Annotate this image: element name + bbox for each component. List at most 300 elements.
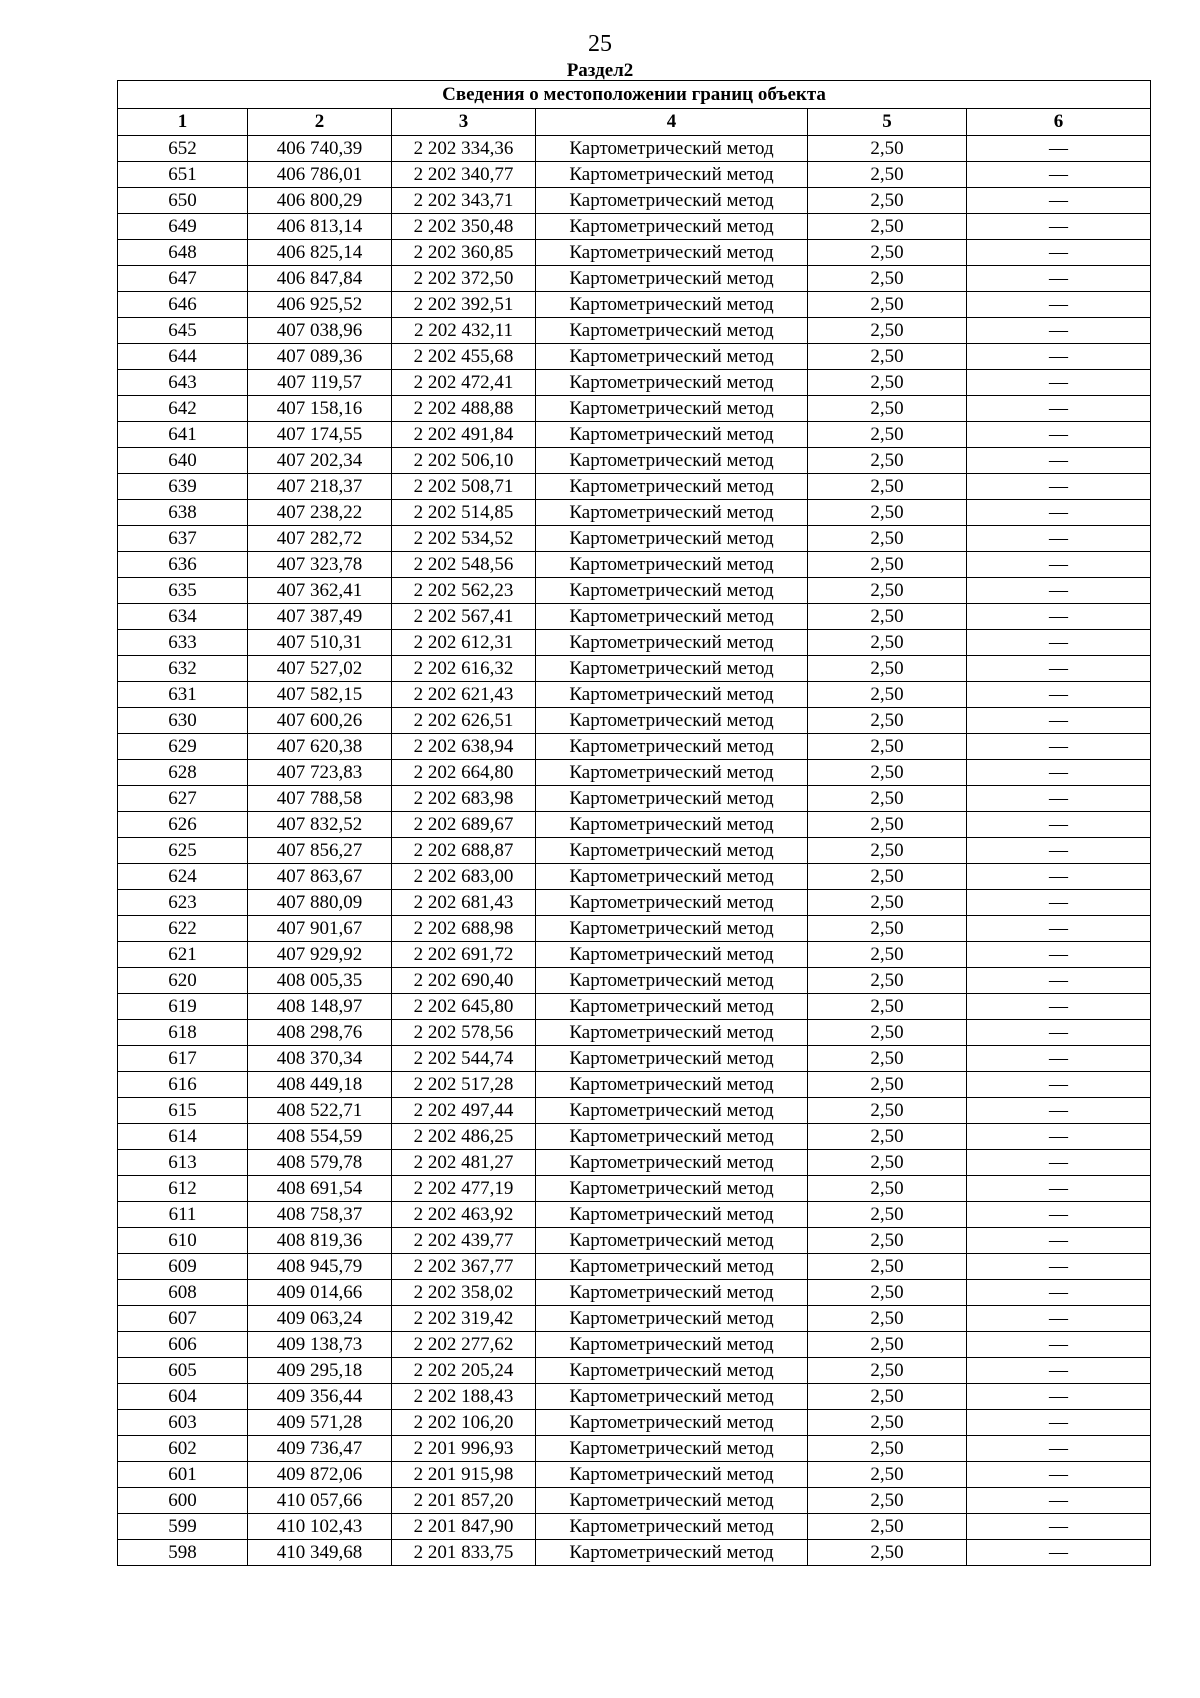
table-row [118,214,1151,240]
x-coordinate-cell: 406 825,14 [248,240,392,266]
method-cell: Картометрический метод [536,1410,808,1436]
table-row [118,240,1151,266]
table-row [118,1098,1151,1124]
y-coordinate-cell: 2 202 334,36 [392,136,536,162]
table-row [118,1410,1151,1436]
point-number-cell: 626 [118,812,248,838]
method-cell: Картометрический метод [536,1228,808,1254]
y-coordinate-cell: 2 202 106,20 [392,1410,536,1436]
note-cell: — [967,1228,1151,1254]
x-coordinate-cell: 407 856,27 [248,838,392,864]
x-coordinate-cell: 406 813,14 [248,214,392,240]
method-cell: Картометрический метод [536,1332,808,1358]
table-row [118,916,1151,942]
accuracy-cell: 2,50 [808,1384,967,1410]
table-row [118,1202,1151,1228]
y-coordinate-cell: 2 202 188,43 [392,1384,536,1410]
method-cell: Картометрический метод [536,188,808,214]
table-row [118,604,1151,630]
x-coordinate-cell: 408 148,97 [248,994,392,1020]
accuracy-cell: 2,50 [808,500,967,526]
x-coordinate-cell: 408 758,37 [248,1202,392,1228]
table-row [118,708,1151,734]
method-cell: Картометрический метод [536,214,808,240]
method-cell: Картометрический метод [536,500,808,526]
point-number-cell: 610 [118,1228,248,1254]
note-cell: — [967,474,1151,500]
accuracy-cell: 2,50 [808,1150,967,1176]
note-cell: — [967,1358,1151,1384]
y-coordinate-cell: 2 202 439,77 [392,1228,536,1254]
accuracy-cell: 2,50 [808,812,967,838]
point-number-cell: 605 [118,1358,248,1384]
accuracy-cell: 2,50 [808,162,967,188]
point-number-cell: 638 [118,500,248,526]
method-cell: Картометрический метод [536,1488,808,1514]
point-number-cell: 611 [118,1202,248,1228]
accuracy-cell: 2,50 [808,1124,967,1150]
note-cell: — [967,136,1151,162]
y-coordinate-cell: 2 202 486,25 [392,1124,536,1150]
x-coordinate-cell: 407 089,36 [248,344,392,370]
accuracy-cell: 2,50 [808,1202,967,1228]
note-cell: — [967,682,1151,708]
accuracy-cell: 2,50 [808,240,967,266]
y-coordinate-cell: 2 202 689,67 [392,812,536,838]
table-row [118,812,1151,838]
table-row [118,578,1151,604]
y-coordinate-cell: 2 202 358,02 [392,1280,536,1306]
method-cell: Картометрический метод [536,838,808,864]
method-cell: Картометрический метод [536,890,808,916]
x-coordinate-cell: 409 356,44 [248,1384,392,1410]
x-coordinate-cell: 407 929,92 [248,942,392,968]
note-cell: — [967,526,1151,552]
point-number-cell: 650 [118,188,248,214]
column-header: 4 [536,109,808,136]
note-cell: — [967,292,1151,318]
note-cell: — [967,422,1151,448]
method-cell: Картометрический метод [536,344,808,370]
table-body [118,136,1151,1566]
y-coordinate-cell: 2 202 472,41 [392,370,536,396]
table-row [118,526,1151,552]
y-coordinate-cell: 2 202 508,71 [392,474,536,500]
y-coordinate-cell: 2 202 578,56 [392,1020,536,1046]
note-cell: — [967,1020,1151,1046]
method-cell: Картометрический метод [536,162,808,188]
accuracy-cell: 2,50 [808,890,967,916]
table-row [118,422,1151,448]
point-number-cell: 615 [118,1098,248,1124]
accuracy-cell: 2,50 [808,1098,967,1124]
accuracy-cell: 2,50 [808,1254,967,1280]
note-cell: — [967,214,1151,240]
accuracy-cell: 2,50 [808,838,967,864]
column-header: 5 [808,109,967,136]
point-number-cell: 637 [118,526,248,552]
method-cell: Картометрический метод [536,1098,808,1124]
note-cell: — [967,188,1151,214]
accuracy-cell: 2,50 [808,682,967,708]
y-coordinate-cell: 2 202 688,87 [392,838,536,864]
point-number-cell: 602 [118,1436,248,1462]
point-number-cell: 641 [118,422,248,448]
x-coordinate-cell: 410 349,68 [248,1540,392,1566]
point-number-cell: 646 [118,292,248,318]
note-cell: — [967,344,1151,370]
y-coordinate-cell: 2 202 645,80 [392,994,536,1020]
x-coordinate-cell: 409 295,18 [248,1358,392,1384]
point-number-cell: 635 [118,578,248,604]
x-coordinate-cell: 408 370,34 [248,1046,392,1072]
method-cell: Картометрический метод [536,994,808,1020]
x-coordinate-cell: 407 038,96 [248,318,392,344]
point-number-cell: 631 [118,682,248,708]
table-row [118,864,1151,890]
note-cell: — [967,1540,1151,1566]
note-cell: — [967,1332,1151,1358]
column-header: 3 [392,109,536,136]
y-coordinate-cell: 2 202 491,84 [392,422,536,448]
note-cell: — [967,578,1151,604]
accuracy-cell: 2,50 [808,318,967,344]
note-cell: — [967,370,1151,396]
method-cell: Картометрический метод [536,942,808,968]
table-row [118,344,1151,370]
x-coordinate-cell: 407 158,16 [248,396,392,422]
note-cell: — [967,266,1151,292]
table-row [118,1150,1151,1176]
accuracy-cell: 2,50 [808,708,967,734]
point-number-cell: 634 [118,604,248,630]
note-cell: — [967,318,1151,344]
point-number-cell: 652 [118,136,248,162]
column-header: 6 [967,109,1151,136]
method-cell: Картометрический метод [536,396,808,422]
method-cell: Картометрический метод [536,1306,808,1332]
accuracy-cell: 2,50 [808,1358,967,1384]
accuracy-cell: 2,50 [808,1176,967,1202]
method-cell: Картометрический метод [536,1384,808,1410]
method-cell: Картометрический метод [536,630,808,656]
y-coordinate-cell: 2 202 360,85 [392,240,536,266]
table-row [118,1280,1151,1306]
method-cell: Картометрический метод [536,734,808,760]
accuracy-cell: 2,50 [808,1514,967,1540]
accuracy-cell: 2,50 [808,188,967,214]
x-coordinate-cell: 408 819,36 [248,1228,392,1254]
y-coordinate-cell: 2 202 497,44 [392,1098,536,1124]
method-cell: Картометрический метод [536,526,808,552]
method-cell: Картометрический метод [536,318,808,344]
method-cell: Картометрический метод [536,474,808,500]
method-cell: Картометрический метод [536,578,808,604]
accuracy-cell: 2,50 [808,1046,967,1072]
method-cell: Картометрический метод [536,812,808,838]
method-cell: Картометрический метод [536,1540,808,1566]
point-number-cell: 651 [118,162,248,188]
x-coordinate-cell: 407 387,49 [248,604,392,630]
method-cell: Картометрический метод [536,786,808,812]
note-cell: — [967,162,1151,188]
point-number-cell: 629 [118,734,248,760]
column-header: 2 [248,109,392,136]
table-row [118,1228,1151,1254]
method-cell: Картометрический метод [536,422,808,448]
x-coordinate-cell: 407 863,67 [248,864,392,890]
accuracy-cell: 2,50 [808,1332,967,1358]
table-row [118,1514,1151,1540]
table-row [118,396,1151,422]
x-coordinate-cell: 406 925,52 [248,292,392,318]
accuracy-cell: 2,50 [808,1072,967,1098]
point-number-cell: 630 [118,708,248,734]
x-coordinate-cell: 409 571,28 [248,1410,392,1436]
y-coordinate-cell: 2 202 621,43 [392,682,536,708]
table-row [118,1046,1151,1072]
point-number-cell: 624 [118,864,248,890]
table-row [118,162,1151,188]
x-coordinate-cell: 408 449,18 [248,1072,392,1098]
note-cell: — [967,1306,1151,1332]
y-coordinate-cell: 2 202 205,24 [392,1358,536,1384]
method-cell: Картометрический метод [536,370,808,396]
table-row [118,682,1151,708]
note-cell: — [967,1202,1151,1228]
note-cell: — [967,1514,1151,1540]
accuracy-cell: 2,50 [808,630,967,656]
y-coordinate-cell: 2 201 857,20 [392,1488,536,1514]
y-coordinate-cell: 2 202 340,77 [392,162,536,188]
note-cell: — [967,1254,1151,1280]
x-coordinate-cell: 406 786,01 [248,162,392,188]
point-number-cell: 643 [118,370,248,396]
note-cell: — [967,1384,1151,1410]
y-coordinate-cell: 2 202 562,23 [392,578,536,604]
y-coordinate-cell: 2 202 691,72 [392,942,536,968]
x-coordinate-cell: 407 901,67 [248,916,392,942]
point-number-cell: 621 [118,942,248,968]
note-cell: — [967,1462,1151,1488]
table-row [118,1488,1151,1514]
table-row [118,1072,1151,1098]
method-cell: Картометрический метод [536,240,808,266]
method-cell: Картометрический метод [536,864,808,890]
y-coordinate-cell: 2 202 548,56 [392,552,536,578]
x-coordinate-cell: 407 119,57 [248,370,392,396]
method-cell: Картометрический метод [536,682,808,708]
note-cell: — [967,942,1151,968]
method-cell: Картометрический метод [536,1046,808,1072]
x-coordinate-cell: 407 218,37 [248,474,392,500]
point-number-cell: 627 [118,786,248,812]
accuracy-cell: 2,50 [808,1020,967,1046]
y-coordinate-cell: 2 202 343,71 [392,188,536,214]
x-coordinate-cell: 410 057,66 [248,1488,392,1514]
table-row [118,136,1151,162]
method-cell: Картометрический метод [536,916,808,942]
note-cell: — [967,708,1151,734]
x-coordinate-cell: 409 063,24 [248,1306,392,1332]
point-number-cell: 625 [118,838,248,864]
note-cell: — [967,1046,1151,1072]
boundary-coordinates-table [117,80,1151,1566]
section-label: Раздел2 [566,60,634,81]
table-row [118,448,1151,474]
x-coordinate-cell: 408 522,71 [248,1098,392,1124]
table-row [118,734,1151,760]
table-row [118,1540,1151,1566]
y-coordinate-cell: 2 202 688,98 [392,916,536,942]
accuracy-cell: 2,50 [808,1410,967,1436]
table-row [118,1254,1151,1280]
point-number-cell: 633 [118,630,248,656]
method-cell: Картометрический метод [536,1436,808,1462]
note-cell: — [967,812,1151,838]
y-coordinate-cell: 2 202 488,88 [392,396,536,422]
table-row [118,630,1151,656]
point-number-cell: 632 [118,656,248,682]
point-number-cell: 647 [118,266,248,292]
point-number-cell: 609 [118,1254,248,1280]
x-coordinate-cell: 408 298,76 [248,1020,392,1046]
accuracy-cell: 2,50 [808,760,967,786]
point-number-cell: 607 [118,1306,248,1332]
point-number-cell: 601 [118,1462,248,1488]
accuracy-cell: 2,50 [808,136,967,162]
method-cell: Картометрический метод [536,1150,808,1176]
x-coordinate-cell: 407 238,22 [248,500,392,526]
method-cell: Картометрический метод [536,448,808,474]
note-cell: — [967,1098,1151,1124]
y-coordinate-cell: 2 202 612,31 [392,630,536,656]
point-number-cell: 639 [118,474,248,500]
note-cell: — [967,1280,1151,1306]
point-number-cell: 599 [118,1514,248,1540]
table-row [118,266,1151,292]
y-coordinate-cell: 2 202 638,94 [392,734,536,760]
point-number-cell: 614 [118,1124,248,1150]
note-cell: — [967,240,1151,266]
note-cell: — [967,552,1151,578]
y-coordinate-cell: 2 202 392,51 [392,292,536,318]
x-coordinate-cell: 409 872,06 [248,1462,392,1488]
y-coordinate-cell: 2 202 432,11 [392,318,536,344]
x-coordinate-cell: 408 005,35 [248,968,392,994]
point-number-cell: 616 [118,1072,248,1098]
note-cell: — [967,760,1151,786]
method-cell: Картометрический метод [536,1124,808,1150]
x-coordinate-cell: 408 554,59 [248,1124,392,1150]
x-coordinate-cell: 407 723,83 [248,760,392,786]
method-cell: Картометрический метод [536,266,808,292]
accuracy-cell: 2,50 [808,1280,967,1306]
table-row [118,890,1151,916]
y-coordinate-cell: 2 202 517,28 [392,1072,536,1098]
x-coordinate-cell: 407 323,78 [248,552,392,578]
note-cell: — [967,838,1151,864]
column-header-row [118,109,1151,136]
point-number-cell: 644 [118,344,248,370]
y-coordinate-cell: 2 202 664,80 [392,760,536,786]
accuracy-cell: 2,50 [808,864,967,890]
y-coordinate-cell: 2 202 481,27 [392,1150,536,1176]
y-coordinate-cell: 2 202 544,74 [392,1046,536,1072]
y-coordinate-cell: 2 202 477,19 [392,1176,536,1202]
y-coordinate-cell: 2 201 915,98 [392,1462,536,1488]
x-coordinate-cell: 407 202,34 [248,448,392,474]
x-coordinate-cell: 409 736,47 [248,1436,392,1462]
note-cell: — [967,1124,1151,1150]
accuracy-cell: 2,50 [808,266,967,292]
note-cell: — [967,1176,1151,1202]
point-number-cell: 628 [118,760,248,786]
accuracy-cell: 2,50 [808,604,967,630]
y-coordinate-cell: 2 202 683,98 [392,786,536,812]
table-row [118,370,1151,396]
point-number-cell: 608 [118,1280,248,1306]
accuracy-cell: 2,50 [808,214,967,240]
note-cell: — [967,786,1151,812]
point-number-cell: 636 [118,552,248,578]
point-number-cell: 598 [118,1540,248,1566]
note-cell: — [967,1410,1151,1436]
point-number-cell: 622 [118,916,248,942]
accuracy-cell: 2,50 [808,396,967,422]
point-number-cell: 649 [118,214,248,240]
accuracy-cell: 2,50 [808,734,967,760]
table-title: Сведения о местоположении границ объекта [118,81,1151,109]
accuracy-cell: 2,50 [808,916,967,942]
point-number-cell: 600 [118,1488,248,1514]
note-cell: — [967,1488,1151,1514]
method-cell: Картометрический метод [536,1462,808,1488]
note-cell: — [967,734,1151,760]
x-coordinate-cell: 407 582,15 [248,682,392,708]
method-cell: Картометрический метод [536,1072,808,1098]
x-coordinate-cell: 406 740,39 [248,136,392,162]
method-cell: Картометрический метод [536,1514,808,1540]
note-cell: — [967,1072,1151,1098]
x-coordinate-cell: 408 945,79 [248,1254,392,1280]
table-row [118,760,1151,786]
method-cell: Картометрический метод [536,1358,808,1384]
note-cell: — [967,890,1151,916]
page-number: 25 [588,31,612,57]
point-number-cell: 613 [118,1150,248,1176]
method-cell: Картометрический метод [536,760,808,786]
accuracy-cell: 2,50 [808,422,967,448]
x-coordinate-cell: 407 527,02 [248,656,392,682]
note-cell: — [967,864,1151,890]
y-coordinate-cell: 2 202 681,43 [392,890,536,916]
y-coordinate-cell: 2 202 350,48 [392,214,536,240]
method-cell: Картометрический метод [536,552,808,578]
table-row [118,1332,1151,1358]
point-number-cell: 642 [118,396,248,422]
x-coordinate-cell: 407 788,58 [248,786,392,812]
note-cell: — [967,1436,1151,1462]
method-cell: Картометрический метод [536,708,808,734]
accuracy-cell: 2,50 [808,994,967,1020]
note-cell: — [967,994,1151,1020]
point-number-cell: 620 [118,968,248,994]
point-number-cell: 619 [118,994,248,1020]
method-cell: Картометрический метод [536,1280,808,1306]
x-coordinate-cell: 406 847,84 [248,266,392,292]
method-cell: Картометрический метод [536,1020,808,1046]
